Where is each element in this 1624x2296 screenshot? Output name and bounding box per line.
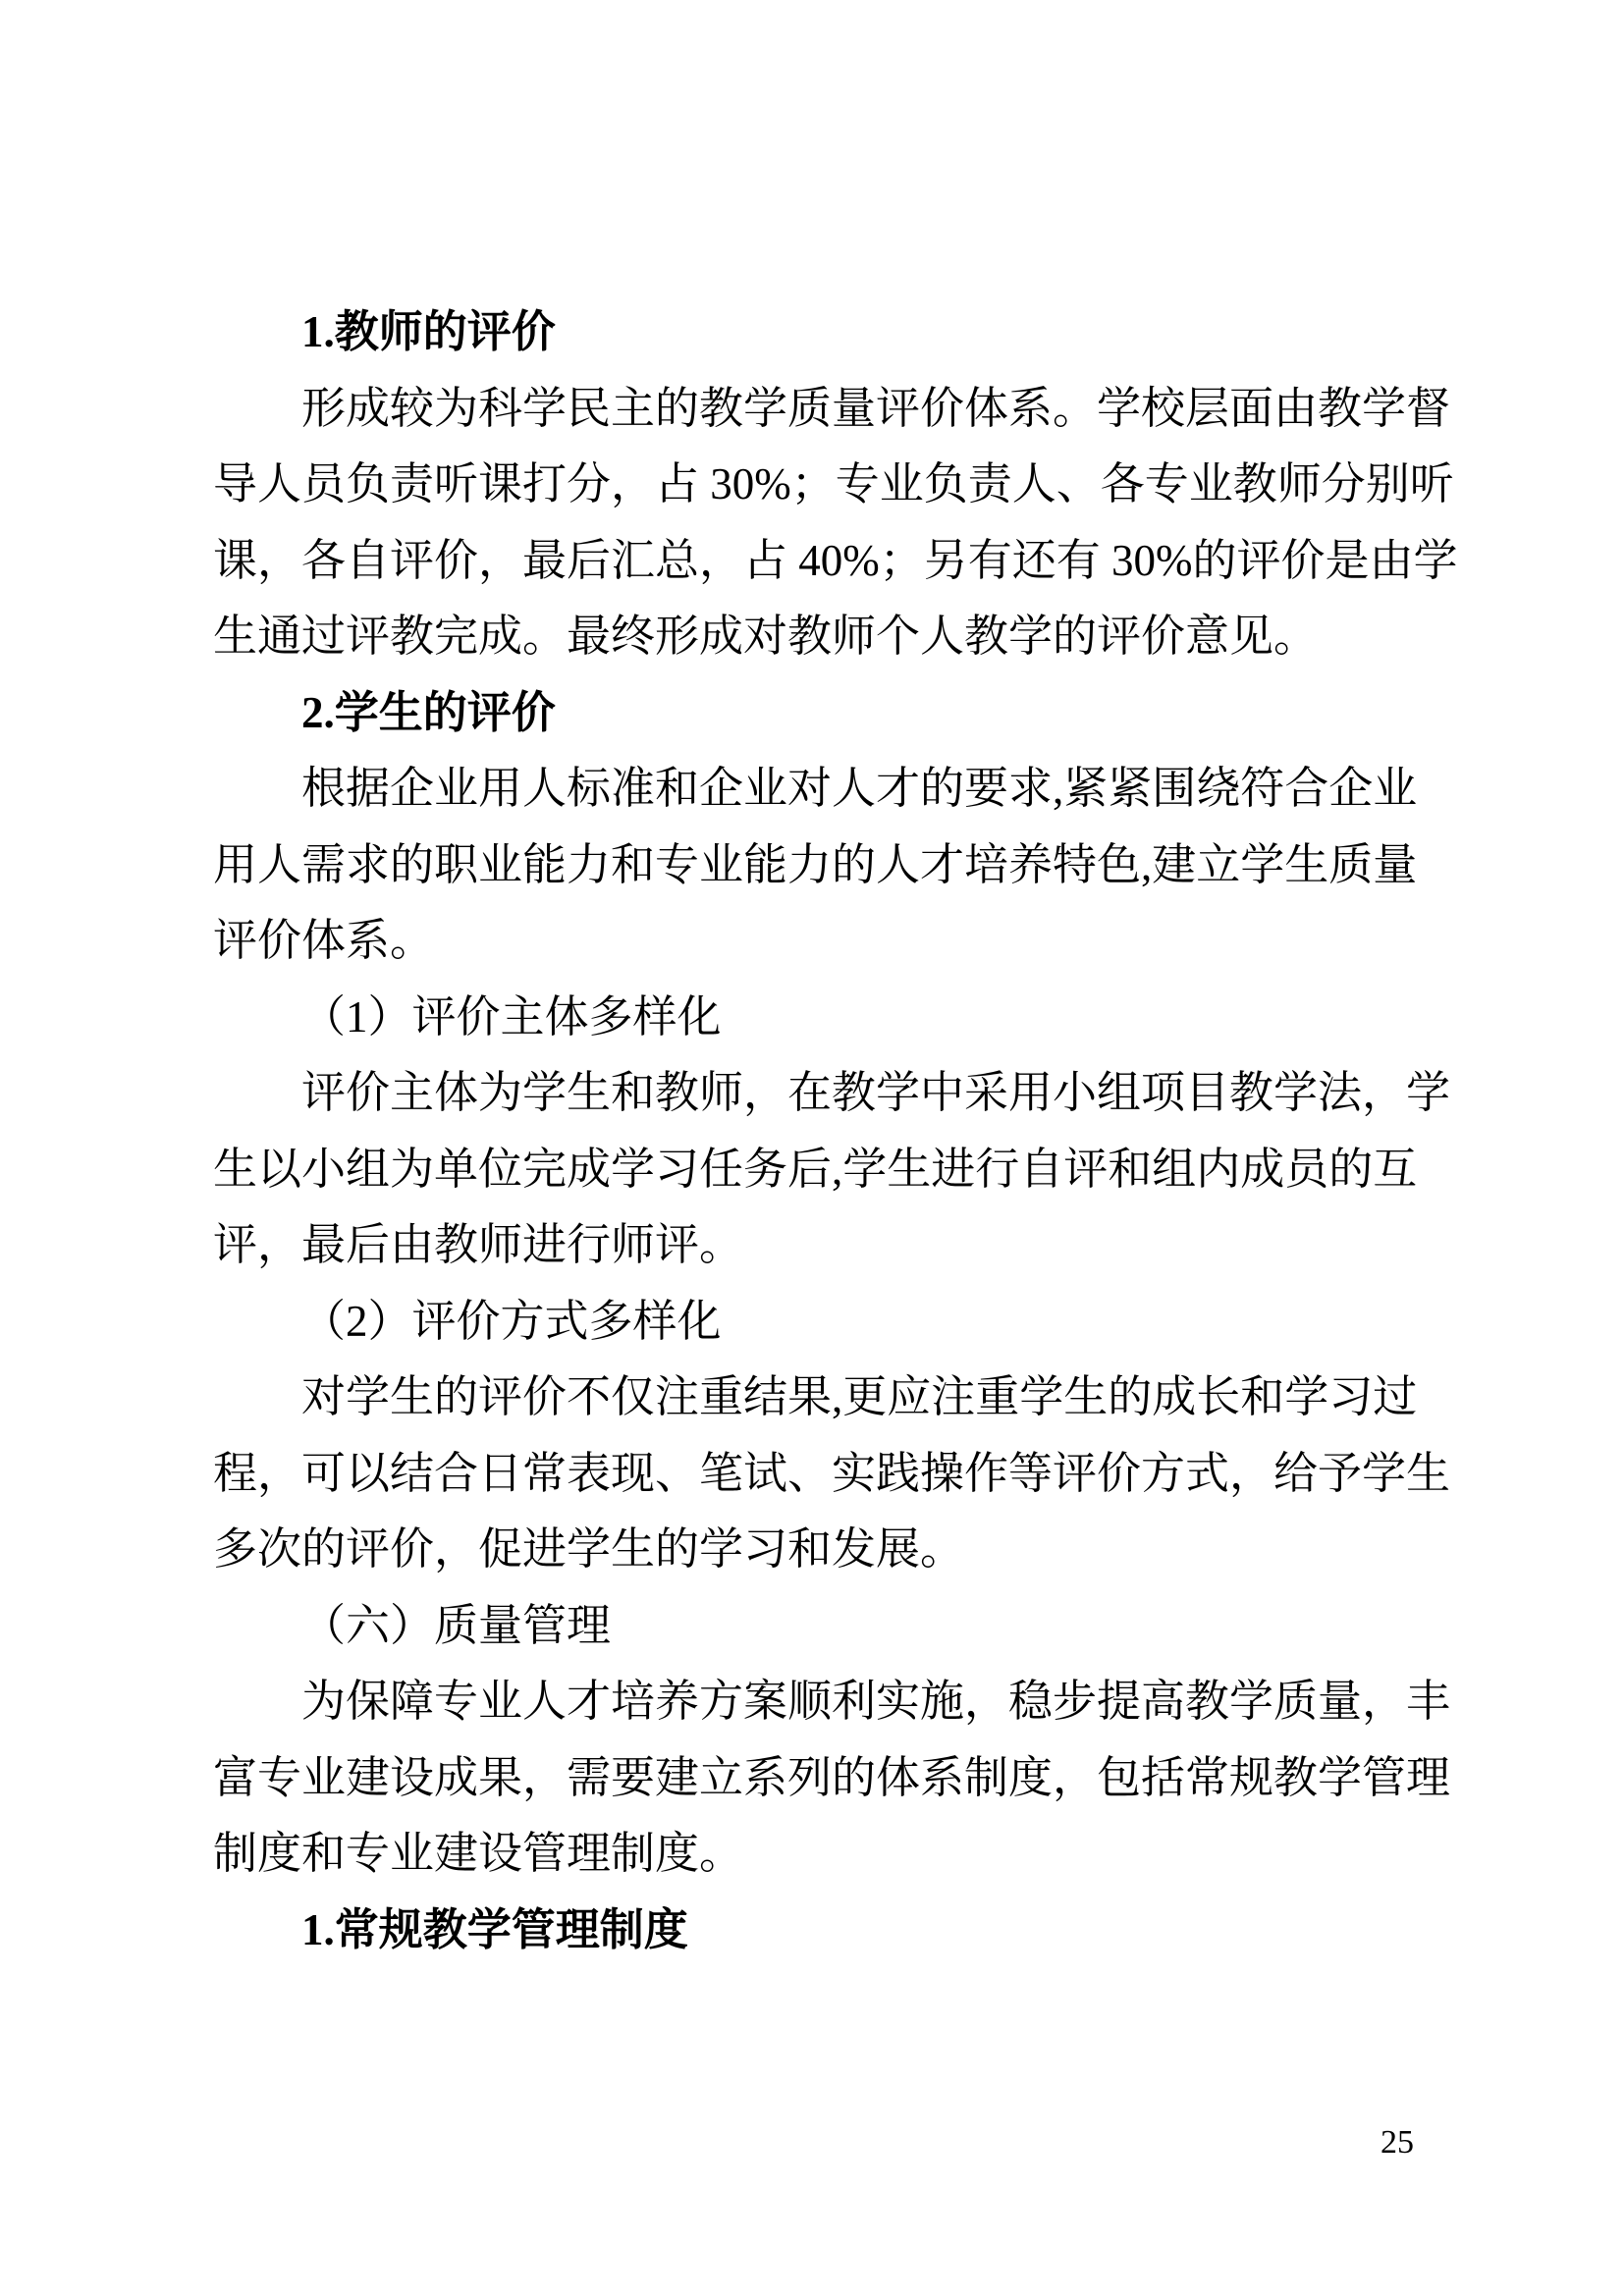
text-line: 根据企业用人标准和企业对人才的要求,紧紧围绕符合企业 [301, 764, 1418, 813]
text-line: 制度和专业建设管理制度。 [213, 1829, 744, 1878]
text-line: （1）评价主体多样化 [301, 991, 722, 1041]
document-lines [213, 294, 1458, 1968]
text-line: 课，各自评价，最后汇总，占 40%；另有还有 30%的评价是由学 [213, 535, 1458, 585]
text-line: 用人需求的职业能力和专业能力的人才培养特色,建立学生质量 [213, 839, 1418, 889]
text-line: 导人员负责听课打分，占 30%；专业负责人、各专业教师分别听 [213, 459, 1454, 508]
text-line: 为保障专业人才培养方案顺利实施，稳步提高教学质量，丰 [301, 1677, 1451, 1726]
text-line: 富专业建设成果，需要建立系列的体系制度，包括常规教学管理 [213, 1752, 1451, 1802]
text-line: 生以小组为单位完成学习任务后,学生进行自评和组内成员的互 [213, 1144, 1418, 1194]
text-line: 多次的评价，促进学生的学习和发展。 [213, 1524, 965, 1574]
text-line: 对学生的评价不仅注重结果,更应注重学生的成长和学习过 [301, 1372, 1418, 1421]
text-line: 评价主体为学生和教师，在教学中采用小组项目教学法，学 [301, 1068, 1451, 1117]
page-number: 25 [1380, 2124, 1414, 2161]
text-line: 评价体系。 [213, 916, 435, 965]
text-line: 评，最后由教师进行师评。 [213, 1220, 744, 1269]
text-line: 形成较为科学民主的教学质量评价体系。学校层面由教学督 [301, 383, 1451, 433]
heading-line: 1.常规教学管理制度 [301, 1904, 688, 1954]
text-line: （2）评价方式多样化 [301, 1296, 722, 1346]
heading-line: 2.学生的评价 [301, 687, 556, 737]
text-line: （六）质量管理 [301, 1600, 612, 1650]
heading-line: 1.教师的评价 [301, 307, 556, 356]
text-line: 生通过评教完成。最终形成对教师个人教学的评价意见。 [213, 612, 1319, 661]
text-line: 程，可以结合日常表现、笔试、实践操作等评价方式，给予学生 [213, 1448, 1451, 1498]
